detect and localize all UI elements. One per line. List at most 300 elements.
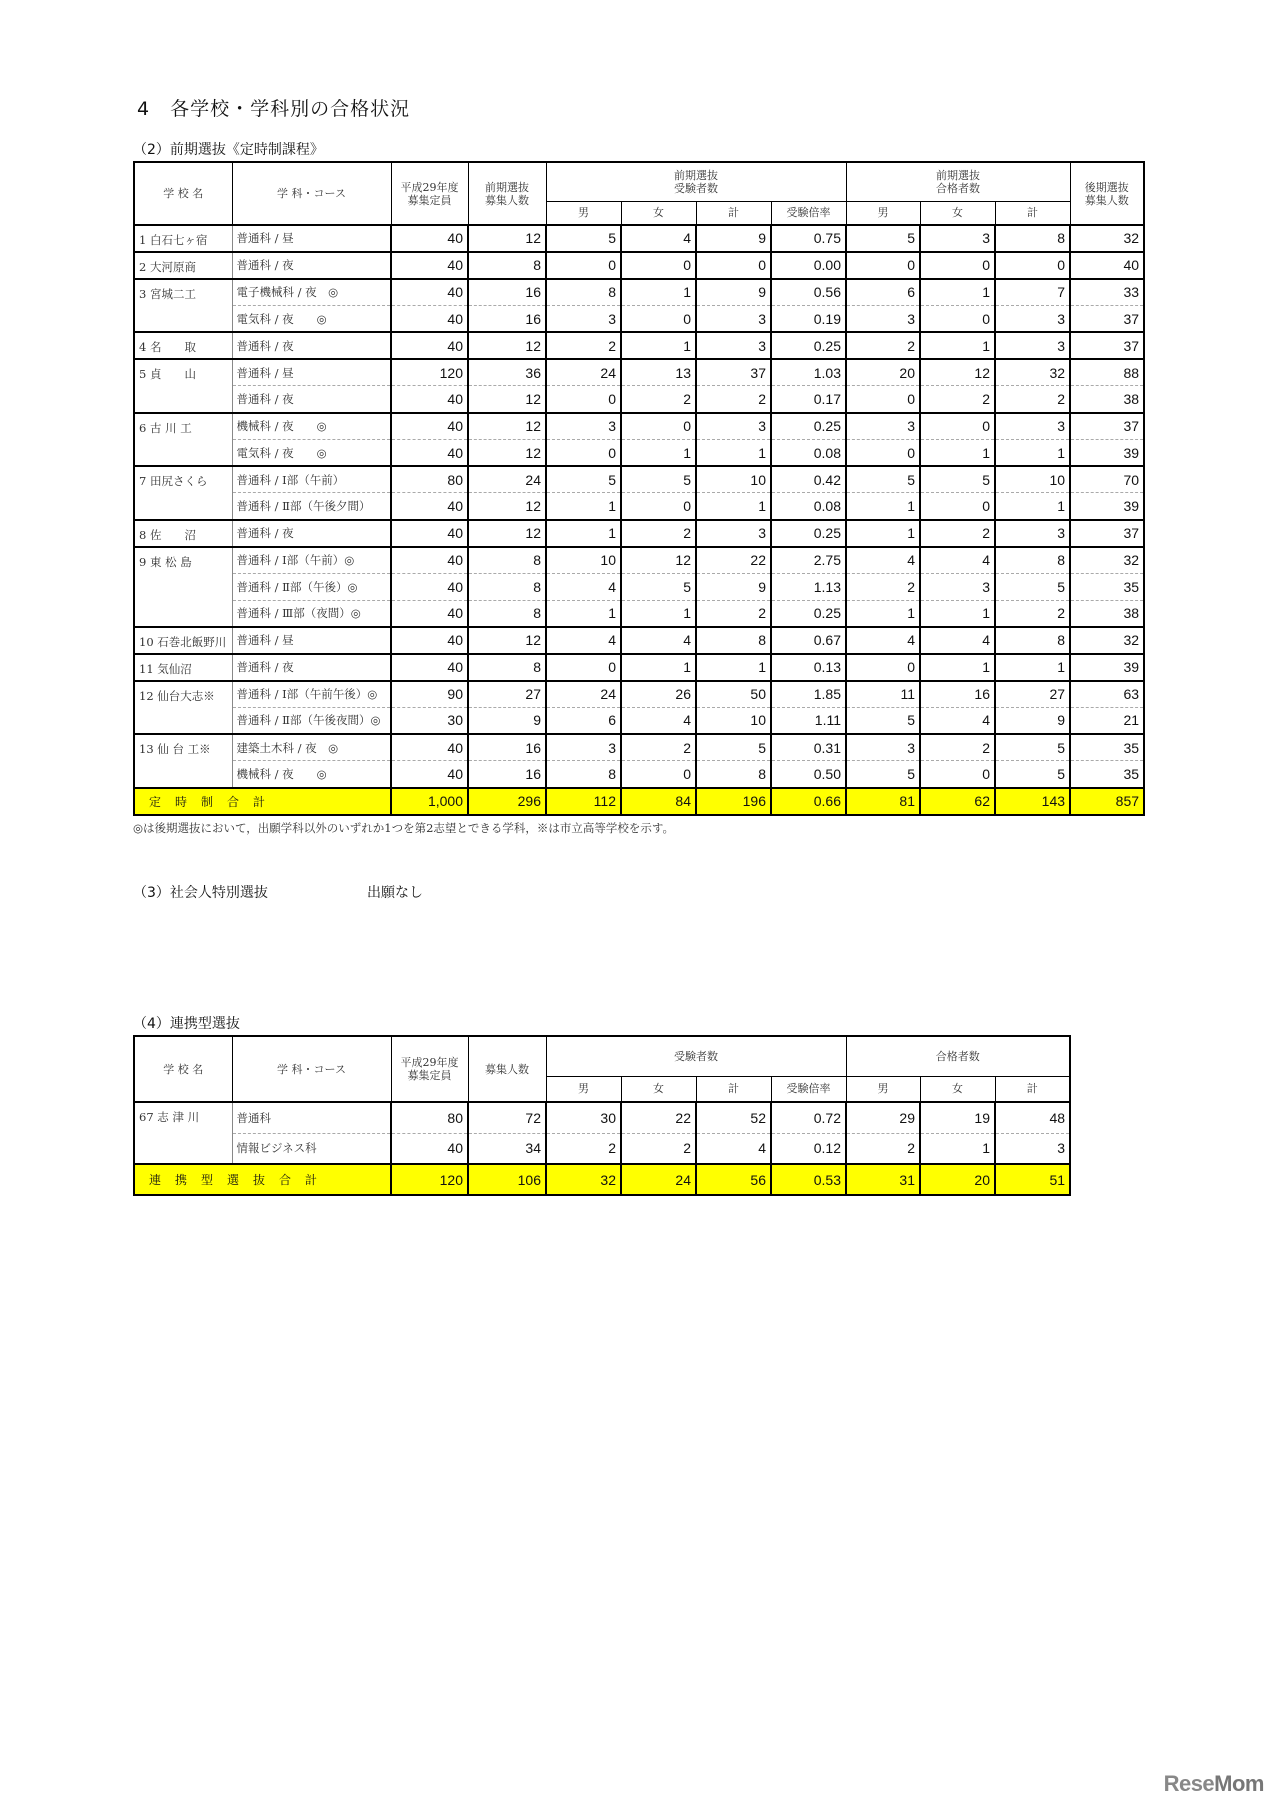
passed-total-cell: 1 [995, 493, 1070, 520]
table-row [134, 600, 1144, 627]
applicants-female-cell: 5 [621, 573, 696, 600]
table-row [134, 359, 1144, 386]
capacity-cell: 40 [391, 493, 468, 520]
applicants-total-cell: 3 [696, 520, 771, 547]
capacity-cell: 40 [391, 225, 468, 252]
total-label: 連携型選抜合計 [134, 1164, 391, 1195]
applicants-male-cell: 8 [546, 761, 621, 788]
recruit-cell: 9 [468, 707, 546, 734]
passed-female-cell: 0 [920, 493, 995, 520]
ratio-cell: 0.25 [771, 520, 846, 547]
recruit-cell: 16 [468, 734, 546, 761]
applicants-total-cell: 3 [696, 305, 771, 332]
applicants-male-cell: 30 [546, 1102, 621, 1133]
resemom-logo: ReseMom [1163, 1771, 1264, 1796]
passed-total-total: 143 [995, 788, 1070, 815]
applicants-total-cell: 9 [696, 225, 771, 252]
later-recruit-cell: 35 [1070, 734, 1144, 761]
school-name: 9 東 松 島 [134, 547, 232, 627]
capacity-cell: 40 [391, 573, 468, 600]
recruit-cell: 8 [468, 252, 546, 279]
ratio-cell: 0.25 [771, 332, 846, 359]
school-name: 10 石巻北飯野川 [134, 627, 232, 654]
capacity-cell: 80 [391, 466, 468, 493]
school-name: 4 名 取 [134, 332, 232, 359]
applicants-female-cell: 13 [621, 359, 696, 386]
ratio-cell: 1.03 [771, 359, 846, 386]
ratio-total: 0.53 [771, 1164, 846, 1195]
applicants-total-cell: 2 [696, 600, 771, 627]
recruit-cell: 27 [468, 681, 546, 708]
capacity-cell: 40 [391, 734, 468, 761]
table-row [134, 1133, 1070, 1164]
table-row [134, 761, 1144, 788]
passed-male-cell: 29 [846, 1102, 920, 1133]
passed-total-cell: 3 [995, 520, 1070, 547]
applicants-total-total: 196 [696, 788, 771, 815]
passed-female-total: 20 [920, 1164, 995, 1195]
footnote: ◎は後期選抜において，出願学科以外のいずれか1つを第2志望とできる学科，※は市立高等学校を示す。 [133, 821, 675, 835]
header-ratio: 受験倍率 [771, 201, 846, 225]
table-row [134, 413, 1144, 440]
passed-male-cell: 5 [846, 707, 920, 734]
later-recruit-cell: 37 [1070, 305, 1144, 332]
header-male: 男 [546, 201, 621, 225]
ratio-cell: 0.72 [771, 1102, 846, 1133]
applicants-female-cell: 1 [621, 439, 696, 466]
passed-male-cell: 11 [846, 681, 920, 708]
header-pass-female: 女 [920, 1076, 995, 1102]
course-cell: 普通科 / Ⅱ部（午後）◎ [232, 573, 391, 600]
passed-female-cell: 0 [920, 305, 995, 332]
passed-male-cell: 3 [846, 305, 920, 332]
table-row [134, 707, 1144, 734]
applicants-female-cell: 4 [621, 707, 696, 734]
course-cell: 普通科 / 昼 [232, 359, 391, 386]
applicants-female-cell: 2 [621, 520, 696, 547]
section3-status: 出願なし [367, 885, 423, 901]
passed-female-cell: 16 [920, 681, 995, 708]
recruit-cell: 12 [468, 520, 546, 547]
later-recruit-cell: 63 [1070, 681, 1144, 708]
applicants-total-total: 56 [696, 1164, 771, 1195]
passed-total-cell: 9 [995, 707, 1070, 734]
applicants-female-cell: 0 [621, 493, 696, 520]
passed-total-cell: 0 [995, 252, 1070, 279]
recruit-cell: 12 [468, 413, 546, 440]
capacity-cell: 40 [391, 1133, 468, 1164]
later-recruit-cell: 38 [1070, 386, 1144, 413]
school-name: 5 貞 山 [134, 359, 232, 413]
applicants-total-cell: 4 [696, 1133, 771, 1164]
recruit-cell: 8 [468, 654, 546, 681]
applicants-female-cell: 1 [621, 600, 696, 627]
passed-male-cell: 4 [846, 547, 920, 574]
applicants-female-cell: 26 [621, 681, 696, 708]
header-course: 学 科・コース [232, 1036, 391, 1102]
section3-heading: （3）社会人特別選抜 [133, 885, 268, 901]
header-ratio: 受験倍率 [771, 1076, 846, 1102]
course-cell: 普通科 / Ⅰ部（午前午後）◎ [232, 681, 391, 708]
passed-female-cell: 1 [920, 600, 995, 627]
recruit-cell: 72 [468, 1102, 546, 1133]
passed-female-cell: 2 [920, 734, 995, 761]
table-row [134, 681, 1144, 708]
header-recruit: 募集人数 [468, 1036, 546, 1102]
recruit-cell: 16 [468, 761, 546, 788]
capacity-cell: 80 [391, 1102, 468, 1133]
course-cell: 普通科 / 夜 [232, 386, 391, 413]
applicants-female-cell: 12 [621, 547, 696, 574]
header-male: 男 [546, 1076, 621, 1102]
passed-female-cell: 0 [920, 252, 995, 279]
header-passed: 合格者数 [846, 1036, 1070, 1076]
ratio-cell: 0.08 [771, 439, 846, 466]
passed-female-cell: 1 [920, 1133, 995, 1164]
applicants-female-cell: 0 [621, 252, 696, 279]
recruit-cell: 12 [468, 225, 546, 252]
passed-female-cell: 0 [920, 761, 995, 788]
course-cell: 普通科 / Ⅱ部（午後夕間） [232, 493, 391, 520]
passed-male-cell: 0 [846, 439, 920, 466]
header-pass-male: 男 [846, 201, 920, 225]
applicants-total-cell: 10 [696, 707, 771, 734]
passed-total-cell: 8 [995, 627, 1070, 654]
ratio-cell: 0.56 [771, 279, 846, 306]
passed-total-cell: 5 [995, 734, 1070, 761]
capacity-cell: 40 [391, 305, 468, 332]
applicants-total-cell: 2 [696, 386, 771, 413]
applicants-female-cell: 1 [621, 654, 696, 681]
capacity-cell: 90 [391, 681, 468, 708]
applicants-male-total: 32 [546, 1164, 621, 1195]
applicants-male-cell: 2 [546, 332, 621, 359]
capacity-cell: 40 [391, 386, 468, 413]
teiji-zenki-table [133, 161, 1145, 816]
applicants-female-cell: 2 [621, 1133, 696, 1164]
applicants-female-cell: 5 [621, 466, 696, 493]
header-later: 後期選抜 募集人数 [1070, 162, 1144, 225]
passed-male-cell: 5 [846, 225, 920, 252]
course-cell: 普通科 / Ⅰ部（午前） [232, 466, 391, 493]
later-recruit-cell: 39 [1070, 654, 1144, 681]
later-recruit-cell: 37 [1070, 332, 1144, 359]
course-cell: 普通科 / 夜 [232, 332, 391, 359]
renkei-table [133, 1035, 1071, 1196]
table-row [134, 627, 1144, 654]
passed-total-cell: 8 [995, 225, 1070, 252]
passed-male-cell: 2 [846, 1133, 920, 1164]
table-row [134, 225, 1144, 252]
passed-total-cell: 2 [995, 386, 1070, 413]
recruit-cell: 16 [468, 279, 546, 306]
applicants-female-total: 84 [621, 788, 696, 815]
recruit-cell: 24 [468, 466, 546, 493]
applicants-male-cell: 2 [546, 1133, 621, 1164]
passed-female-cell: 5 [920, 466, 995, 493]
applicants-female-cell: 22 [621, 1102, 696, 1133]
passed-total-cell: 10 [995, 466, 1070, 493]
passed-total-cell: 1 [995, 654, 1070, 681]
passed-total-cell: 2 [995, 600, 1070, 627]
header-school: 学 校 名 [134, 1036, 232, 1102]
passed-male-cell: 3 [846, 734, 920, 761]
passed-total-cell: 3 [995, 1133, 1070, 1164]
applicants-female-cell: 0 [621, 305, 696, 332]
recruit-cell: 8 [468, 547, 546, 574]
header-course: 学 科・コース [232, 162, 391, 225]
school-name: 13 仙 台 工※ [134, 734, 232, 788]
applicants-female-cell: 0 [621, 413, 696, 440]
capacity-cell: 120 [391, 359, 468, 386]
passed-male-cell: 3 [846, 413, 920, 440]
ratio-cell: 0.50 [771, 761, 846, 788]
passed-female-cell: 1 [920, 654, 995, 681]
passed-total-total: 51 [995, 1164, 1070, 1195]
applicants-male-cell: 3 [546, 305, 621, 332]
recruit-cell: 12 [468, 332, 546, 359]
later-recruit-cell: 21 [1070, 707, 1144, 734]
course-cell: 情報ビジネス科 [232, 1133, 391, 1164]
passed-female-cell: 19 [920, 1102, 995, 1133]
header-female: 女 [621, 201, 696, 225]
applicants-total-cell: 3 [696, 413, 771, 440]
school-name: 2 大河原商 [134, 252, 232, 279]
passed-female-cell: 12 [920, 359, 995, 386]
section2-heading: （2）前期選抜《定時制課程》 [133, 142, 324, 158]
ratio-cell: 0.75 [771, 225, 846, 252]
header-applicants: 受験者数 [546, 1036, 846, 1076]
passed-female-cell: 0 [920, 413, 995, 440]
applicants-female-cell: 4 [621, 225, 696, 252]
later-recruit-cell: 88 [1070, 359, 1144, 386]
capacity-cell: 30 [391, 707, 468, 734]
applicants-total-cell: 1 [696, 439, 771, 466]
header-school: 学 校 名 [134, 162, 232, 225]
header-pass-total: 計 [995, 201, 1070, 225]
course-cell: 普通科 / Ⅱ部（午後夜間）◎ [232, 707, 391, 734]
passed-total-cell: 32 [995, 359, 1070, 386]
applicants-total-cell: 52 [696, 1102, 771, 1133]
later-recruit-cell: 38 [1070, 600, 1144, 627]
course-cell: 普通科 / 昼 [232, 225, 391, 252]
table-row [134, 252, 1144, 279]
course-cell: 普通科 / Ⅰ部（午前）◎ [232, 547, 391, 574]
recruit-cell: 12 [468, 493, 546, 520]
passed-total-cell: 5 [995, 761, 1070, 788]
passed-male-cell: 1 [846, 600, 920, 627]
passed-total-cell: 3 [995, 413, 1070, 440]
later-recruit-cell: 39 [1070, 493, 1144, 520]
later-recruit-cell: 40 [1070, 252, 1144, 279]
header-total: 計 [696, 201, 771, 225]
ratio-cell: 0.25 [771, 600, 846, 627]
recruit-cell: 36 [468, 359, 546, 386]
table-row [134, 305, 1144, 332]
header-recruit: 前期選抜 募集人数 [468, 162, 546, 225]
applicants-female-cell: 1 [621, 279, 696, 306]
applicants-male-cell: 0 [546, 654, 621, 681]
school-name: 1 白石七ヶ宿 [134, 225, 232, 252]
school-name: 7 田尻さくら [134, 466, 232, 520]
later-recruit-cell: 35 [1070, 761, 1144, 788]
header-applicants: 前期選抜 受験者数 [546, 162, 846, 201]
passed-male-cell: 20 [846, 359, 920, 386]
total-label: 定時制合計 [134, 788, 391, 815]
passed-male-cell: 0 [846, 654, 920, 681]
table-row [134, 279, 1144, 306]
passed-male-cell: 2 [846, 332, 920, 359]
capacity-total: 1,000 [391, 788, 468, 815]
applicants-male-cell: 0 [546, 386, 621, 413]
passed-female-cell: 4 [920, 707, 995, 734]
capacity-cell: 40 [391, 252, 468, 279]
passed-male-total: 31 [846, 1164, 920, 1195]
applicants-total-cell: 22 [696, 547, 771, 574]
later-recruit-total: 857 [1070, 788, 1144, 815]
passed-total-cell: 7 [995, 279, 1070, 306]
header-capacity: 平成29年度 募集定員 [391, 1036, 468, 1102]
table-row [134, 547, 1144, 574]
later-recruit-cell: 32 [1070, 225, 1144, 252]
ratio-cell: 0.31 [771, 734, 846, 761]
applicants-male-cell: 1 [546, 520, 621, 547]
school-name: 12 仙台大志※ [134, 681, 232, 735]
ratio-cell: 0.17 [771, 386, 846, 413]
ratio-cell: 0.19 [771, 305, 846, 332]
applicants-total-cell: 1 [696, 493, 771, 520]
ratio-cell: 0.00 [771, 252, 846, 279]
passed-female-cell: 1 [920, 332, 995, 359]
passed-male-cell: 5 [846, 761, 920, 788]
passed-male-cell: 5 [846, 466, 920, 493]
passed-female-cell: 3 [920, 225, 995, 252]
applicants-total-cell: 0 [696, 252, 771, 279]
passed-male-cell: 0 [846, 252, 920, 279]
passed-total-cell: 3 [995, 332, 1070, 359]
applicants-male-cell: 6 [546, 707, 621, 734]
course-cell: 普通科 / 夜 [232, 520, 391, 547]
applicants-male-cell: 3 [546, 413, 621, 440]
later-recruit-cell: 32 [1070, 627, 1144, 654]
applicants-male-cell: 4 [546, 573, 621, 600]
header-pass-female: 女 [920, 201, 995, 225]
course-cell: 普通科 / 夜 [232, 252, 391, 279]
recruit-cell: 34 [468, 1133, 546, 1164]
passed-female-cell: 2 [920, 386, 995, 413]
applicants-total-cell: 1 [696, 654, 771, 681]
header-total: 計 [696, 1076, 771, 1102]
ratio-cell: 2.75 [771, 547, 846, 574]
later-recruit-cell: 32 [1070, 547, 1144, 574]
passed-female-cell: 4 [920, 627, 995, 654]
ratio-cell: 0.25 [771, 413, 846, 440]
passed-female-cell: 3 [920, 573, 995, 600]
later-recruit-cell: 39 [1070, 439, 1144, 466]
ratio-cell: 1.13 [771, 573, 846, 600]
applicants-total-cell: 9 [696, 573, 771, 600]
later-recruit-cell: 37 [1070, 520, 1144, 547]
course-cell: 電子機械科 / 夜 ◎ [232, 279, 391, 306]
header-capacity: 平成29年度 募集定員 [391, 162, 468, 225]
applicants-male-cell: 3 [546, 734, 621, 761]
course-cell: 建築土木科 / 夜 ◎ [232, 734, 391, 761]
total-row [134, 788, 1144, 815]
course-cell: 機械科 / 夜 ◎ [232, 761, 391, 788]
course-cell: 電気科 / 夜 ◎ [232, 439, 391, 466]
header-female: 女 [621, 1076, 696, 1102]
passed-female-cell: 2 [920, 520, 995, 547]
applicants-female-cell: 2 [621, 734, 696, 761]
recruit-cell: 12 [468, 439, 546, 466]
passed-male-cell: 2 [846, 573, 920, 600]
recruit-cell: 16 [468, 305, 546, 332]
school-name: 6 古 川 工 [134, 413, 232, 467]
header-passed: 前期選抜 合格者数 [846, 162, 1070, 201]
ratio-cell: 1.11 [771, 707, 846, 734]
applicants-male-cell: 24 [546, 359, 621, 386]
recruit-total: 106 [468, 1164, 546, 1195]
passed-female-cell: 4 [920, 547, 995, 574]
passed-male-cell: 1 [846, 493, 920, 520]
ratio-cell: 0.12 [771, 1133, 846, 1164]
school-name: 3 宮城二工 [134, 279, 232, 333]
capacity-cell: 40 [391, 547, 468, 574]
ratio-cell: 0.42 [771, 466, 846, 493]
ratio-cell: 0.08 [771, 493, 846, 520]
table-row [134, 439, 1144, 466]
applicants-total-cell: 37 [696, 359, 771, 386]
applicants-male-cell: 0 [546, 439, 621, 466]
capacity-cell: 40 [391, 413, 468, 440]
capacity-cell: 40 [391, 439, 468, 466]
capacity-cell: 40 [391, 279, 468, 306]
passed-total-cell: 1 [995, 439, 1070, 466]
school-name: 67 志 津 川 [134, 1102, 232, 1164]
table-row [134, 332, 1144, 359]
table-row [134, 654, 1144, 681]
table-row [134, 520, 1144, 547]
table-row [134, 734, 1144, 761]
ratio-cell: 0.67 [771, 627, 846, 654]
applicants-total-cell: 5 [696, 734, 771, 761]
applicants-female-cell: 2 [621, 386, 696, 413]
passed-male-cell: 4 [846, 627, 920, 654]
header-pass-total: 計 [995, 1076, 1070, 1102]
applicants-total-cell: 50 [696, 681, 771, 708]
applicants-male-cell: 5 [546, 466, 621, 493]
recruit-cell: 12 [468, 386, 546, 413]
applicants-total-cell: 9 [696, 279, 771, 306]
applicants-male-cell: 0 [546, 252, 621, 279]
recruit-cell: 8 [468, 573, 546, 600]
applicants-total-cell: 3 [696, 332, 771, 359]
applicants-total-cell: 8 [696, 627, 771, 654]
total-row [134, 1164, 1070, 1195]
later-recruit-cell: 33 [1070, 279, 1144, 306]
recruit-cell: 12 [468, 627, 546, 654]
passed-male-cell: 0 [846, 386, 920, 413]
capacity-cell: 40 [391, 761, 468, 788]
applicants-female-cell: 1 [621, 332, 696, 359]
ratio-total: 0.66 [771, 788, 846, 815]
table-row [134, 573, 1144, 600]
capacity-cell: 40 [391, 600, 468, 627]
capacity-cell: 40 [391, 627, 468, 654]
applicants-male-cell: 24 [546, 681, 621, 708]
course-cell: 電気科 / 夜 ◎ [232, 305, 391, 332]
capacity-total: 120 [391, 1164, 468, 1195]
